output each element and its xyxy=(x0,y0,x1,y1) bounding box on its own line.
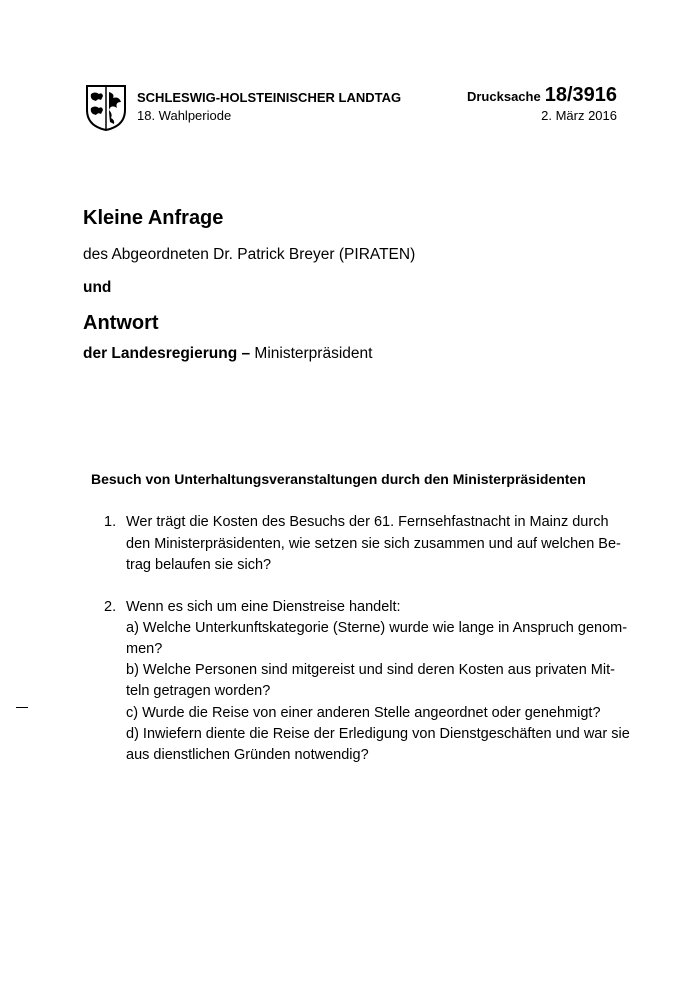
question-line: b) Welche Personen sind mitgereist und sind deren Kosten aus privaten Mit- xyxy=(126,662,615,678)
kleine-anfrage-heading: Kleine Anfrage xyxy=(83,207,224,229)
und-line: und xyxy=(83,279,112,296)
question-line: trag belaufen sie sich? xyxy=(126,557,272,573)
respondent-rest: Ministerpräsident xyxy=(250,345,373,362)
drucksache-label: Drucksache xyxy=(466,89,541,104)
question-number: 1. xyxy=(104,514,117,530)
respondent-bold: der Landesregierung – xyxy=(83,345,251,362)
question-line: teln getragen worden? xyxy=(126,683,271,699)
question-line: d) Inwiefern diente die Reise der Erledigung von Dienstgeschäften und war sie xyxy=(126,726,630,742)
respondent-line xyxy=(83,345,372,363)
drucksache-number: 18/3916 xyxy=(544,84,617,106)
question-line: a) Welche Unterkunftskategorie (Sterne) wurde wie lange in Anspruch genom- xyxy=(126,620,628,636)
question-line: aus dienstlichen Gründen notwendig? xyxy=(126,747,369,763)
question-line: men? xyxy=(126,641,163,657)
document-date: 2. März 2016 xyxy=(541,108,617,123)
questioner-line: des Abgeordneten Dr. Patrick Breyer (PIRATEN) xyxy=(83,246,416,263)
question-line: Wer trägt die Kosten des Besuchs der 61. Fernsehfastnacht in Mainz durch xyxy=(126,514,609,530)
subject-heading: Besuch von Unterhaltungsveranstaltungen durch den Ministerpräsidenten xyxy=(91,471,586,487)
question-line: den Ministerpräsidenten, wie setzen sie sich zusammen und auf welchen Be- xyxy=(126,536,621,552)
question-number: 2. xyxy=(104,599,117,615)
document-reference xyxy=(467,84,617,123)
coat-of-arms-logo xyxy=(85,84,127,132)
institution-name: SCHLESWIG-HOLSTEINISCHER LANDTAG xyxy=(137,90,402,105)
fold-mark xyxy=(16,707,28,708)
legislative-period: 18. Wahlperiode xyxy=(137,108,232,123)
antwort-heading: Antwort xyxy=(83,312,159,334)
question-line: c) Wurde die Reise von einer anderen Stelle angeordnet oder genehmigt? xyxy=(126,705,601,721)
question-line: Wenn es sich um eine Dienstreise handelt: xyxy=(126,599,401,615)
